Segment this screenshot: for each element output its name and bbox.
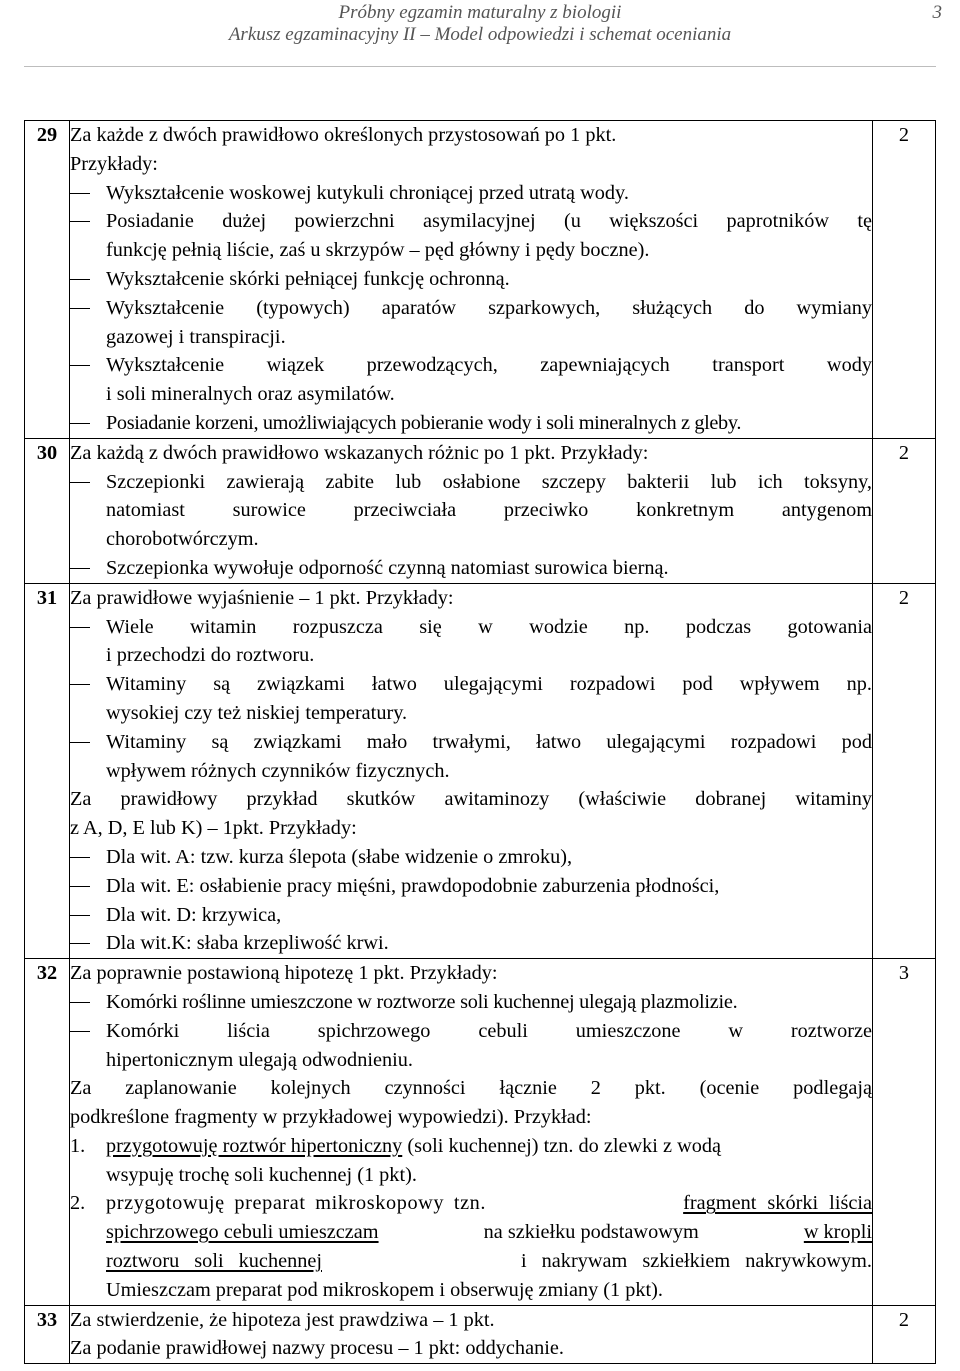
- list-item-text: chorobotwórczym.: [106, 528, 259, 551]
- underlined-fragment: przygotowuję roztwór hipertoniczny: [106, 1134, 403, 1157]
- list-item-text: Wykształcenie (typowych) aparatów szparkowych, służących do wymiany: [106, 296, 872, 319]
- step-number: 2.: [70, 1192, 86, 1215]
- list-item-text: Szczepionka wywołuje odporność czynną natomiast surowica bierną.: [106, 556, 669, 579]
- step-line: [106, 1218, 872, 1247]
- answer-intro: Za prawidłowe wyjaśnienie – 1 pkt. Przykłady:: [70, 586, 454, 609]
- question-answer: [70, 583, 873, 958]
- question-row-31: [25, 583, 936, 958]
- list-item-text: wpływem różnych czynników fizycznych.: [106, 759, 450, 782]
- list-item: [70, 901, 872, 930]
- step-text: (soli kuchennej) tzn. do zlewki z wodą: [402, 1134, 722, 1157]
- list-item: [70, 554, 872, 583]
- question-number: 31: [25, 583, 70, 958]
- answer-line: Za podanie prawidłowej nazwy procesu – 1 pkt: oddychanie.: [70, 1337, 564, 1360]
- paragraph-line: podkreślone fragmenty w przykładowej wypowiedzi). Przykład:: [70, 1106, 592, 1129]
- header-title: Próbny egzamin maturalny z biologii: [338, 2, 622, 23]
- list-item-text: Wykształcenie skórki pełniącej funkcję ochronną.: [106, 267, 510, 290]
- question-row-32: [25, 959, 936, 1306]
- list-item-text: i przechodzi do roztworu.: [106, 644, 315, 667]
- dash-bullet: [70, 742, 90, 743]
- list-item-text: funkcję pełnią liście, zaś u skrzypów – pęd główny i pędy boczne).: [106, 239, 650, 262]
- list-item-text: Dla wit.K: słaba krzepliwość krwi.: [106, 932, 389, 955]
- examples-label: Przykłady:: [70, 152, 158, 175]
- question-row-29: [25, 121, 936, 439]
- paragraph-line: z A, D, E lub K) – 1pkt. Przykłady:: [70, 817, 357, 840]
- question-number: 33: [25, 1305, 70, 1364]
- list-item-text: Witaminy są związkami łatwo ulegającymi rozpadowi pod wpływem np.: [106, 673, 872, 696]
- dash-bullet: [70, 886, 90, 887]
- dash-bullet: [70, 568, 90, 569]
- question-answer: [70, 1305, 873, 1364]
- list-item: [70, 1017, 872, 1075]
- list-item-text: Komórki roślinne umieszczone w roztworze soli kuchennej ulegają plazmolizie.: [106, 990, 738, 1013]
- list-item: [70, 179, 872, 208]
- list-item: [70, 468, 872, 554]
- step-line: [106, 1247, 872, 1276]
- dash-bullet: [70, 482, 90, 483]
- dash-bullet: [70, 365, 90, 366]
- dash-bullet: [70, 221, 90, 222]
- points-value: 2: [873, 1305, 936, 1364]
- answer-intro: Za każde z dwóch prawidłowo określonych przystosowań po 1 pkt.: [70, 124, 617, 146]
- question-row-33: [25, 1305, 936, 1364]
- step-text: na szkiełku podstawowym: [483, 1221, 699, 1244]
- list-item: [70, 613, 872, 671]
- list-item-text: Wiele witamin rozpuszcza się w wodzie np. podczas gotowania: [106, 615, 872, 638]
- step-line: wsypuję trochę soli kuchennej (1 pkt).: [106, 1163, 417, 1186]
- list-item-text: Szczepionki zawierają zabite lub osłabione szczepy bakterii lub ich toksyny,: [106, 470, 872, 493]
- dash-bullet: [70, 423, 90, 424]
- paragraph-line: Za zaplanowanie kolejnych czynności łącznie 2 pkt. (ocenie podlegają: [70, 1077, 872, 1100]
- list-item: [70, 988, 872, 1017]
- step-text: i nakrywam szkiełkiem nakrywkowym.: [520, 1250, 872, 1273]
- page-number: 3: [932, 2, 942, 23]
- points-value: 3: [873, 959, 936, 1306]
- list-item-text: Witaminy są związkami mało trwałymi, łatwo ulegającymi rozpadowi pod: [106, 730, 872, 753]
- answer-line: Za stwierdzenie, że hipoteza jest prawdziwa – 1 pkt.: [70, 1308, 495, 1331]
- underlined-fragment: roztworu soli kuchennej: [106, 1250, 322, 1273]
- dash-bullet: [70, 915, 90, 916]
- list-item: [70, 843, 872, 872]
- list-item-text: Wykształcenie woskowej kutykuli chroniącej przed utratą wody.: [106, 181, 629, 204]
- question-row-30: [25, 438, 936, 583]
- question-number: 29: [25, 121, 70, 439]
- header-subtitle: Arkusz egzaminacyjny II – Model odpowiedzi i schemat oceniania: [228, 24, 732, 45]
- page-header: [0, 0, 960, 68]
- numbered-step: [70, 1132, 872, 1190]
- list-item-text: Posiadanie dużej powierzchni asymilacyjnej (u większości paprotników tę: [106, 210, 872, 233]
- list-item: [70, 728, 872, 786]
- list-item-text: Posiadanie korzeni, umożliwiających pobieranie wody i soli mineralnych z gleby.: [106, 411, 742, 434]
- dash-bullet: [70, 857, 90, 858]
- dash-bullet: [70, 943, 90, 944]
- underlined-fragment: w kropli: [803, 1221, 872, 1244]
- list-item: [70, 670, 872, 728]
- question-answer: [70, 438, 873, 583]
- list-item: [70, 409, 872, 438]
- list-item-text: hipertonicznym ulegają odwodnieniu.: [106, 1048, 413, 1071]
- list-item: [70, 265, 872, 294]
- dash-bullet: [70, 684, 90, 685]
- list-item-text: Komórki liścia spichrzowego cebuli umieszczone w roztworze: [106, 1019, 872, 1042]
- question-answer: [70, 959, 873, 1306]
- list-item-text: Dla wit. E: osłabienie pracy mięśni, prawdopodobnie zaburzenia płodności,: [106, 874, 720, 897]
- list-item-text: Wykształcenie wiązek przewodzących, zapewniających transport wody: [106, 354, 872, 377]
- dash-bullet: [70, 193, 90, 194]
- list-item-text: gazowej i transpiracji.: [106, 325, 286, 348]
- dash-bullet: [70, 308, 90, 309]
- list-item: [70, 872, 872, 901]
- dash-bullet: [70, 279, 90, 280]
- header-divider: [24, 66, 936, 67]
- underlined-fragment: fragment skórki liścia: [683, 1192, 872, 1215]
- question-answer: [70, 121, 873, 439]
- list-item-text: i soli mineralnych oraz asymilatów.: [106, 383, 395, 406]
- list-item: [70, 207, 872, 265]
- list-item: [70, 294, 872, 352]
- points-value: 2: [873, 438, 936, 583]
- step-line: Umieszczam preparat pod mikroskopem i obserwuję zmiany (1 pkt).: [106, 1278, 664, 1301]
- question-number: 32: [25, 959, 70, 1306]
- points-value: 2: [873, 121, 936, 439]
- list-item: [70, 351, 872, 409]
- list-item-text: natomiast surowice przeciwciała przeciwko konkretnym antygenom: [106, 499, 872, 522]
- dash-bullet: [70, 1002, 90, 1003]
- answer-intro: Za poprawnie postawioną hipotezę 1 pkt. Przykłady:: [70, 962, 498, 985]
- list-item-text: wysokiej czy też niskiej temperatury.: [106, 701, 408, 724]
- step-line: [106, 1189, 872, 1218]
- paragraph-line: Za prawidłowy przykład skutków awitaminozy (właściwie dobranej witaminy: [70, 788, 872, 811]
- answer-key-table: [24, 120, 936, 1364]
- list-item-text: Dla wit. A: tzw. kurza ślepota (słabe widzenie o zmroku),: [106, 845, 573, 868]
- numbered-step: [70, 1189, 872, 1304]
- step-line: [106, 1132, 872, 1161]
- list-item-text: Dla wit. D: krzywica,: [106, 903, 282, 926]
- dash-bullet: [70, 1031, 90, 1032]
- dash-bullet: [70, 627, 90, 628]
- points-value: 2: [873, 583, 936, 958]
- underlined-fragment: spichrzowego cebuli umieszczam: [106, 1221, 379, 1244]
- answer-intro: Za każdą z dwóch prawidłowo wskazanych różnic po 1 pkt. Przykłady:: [70, 441, 649, 464]
- step-number: 1.: [70, 1134, 86, 1157]
- step-text: przygotowuję preparat mikroskopowy tzn.: [106, 1192, 487, 1215]
- list-item: [70, 929, 872, 958]
- question-number: 30: [25, 438, 70, 583]
